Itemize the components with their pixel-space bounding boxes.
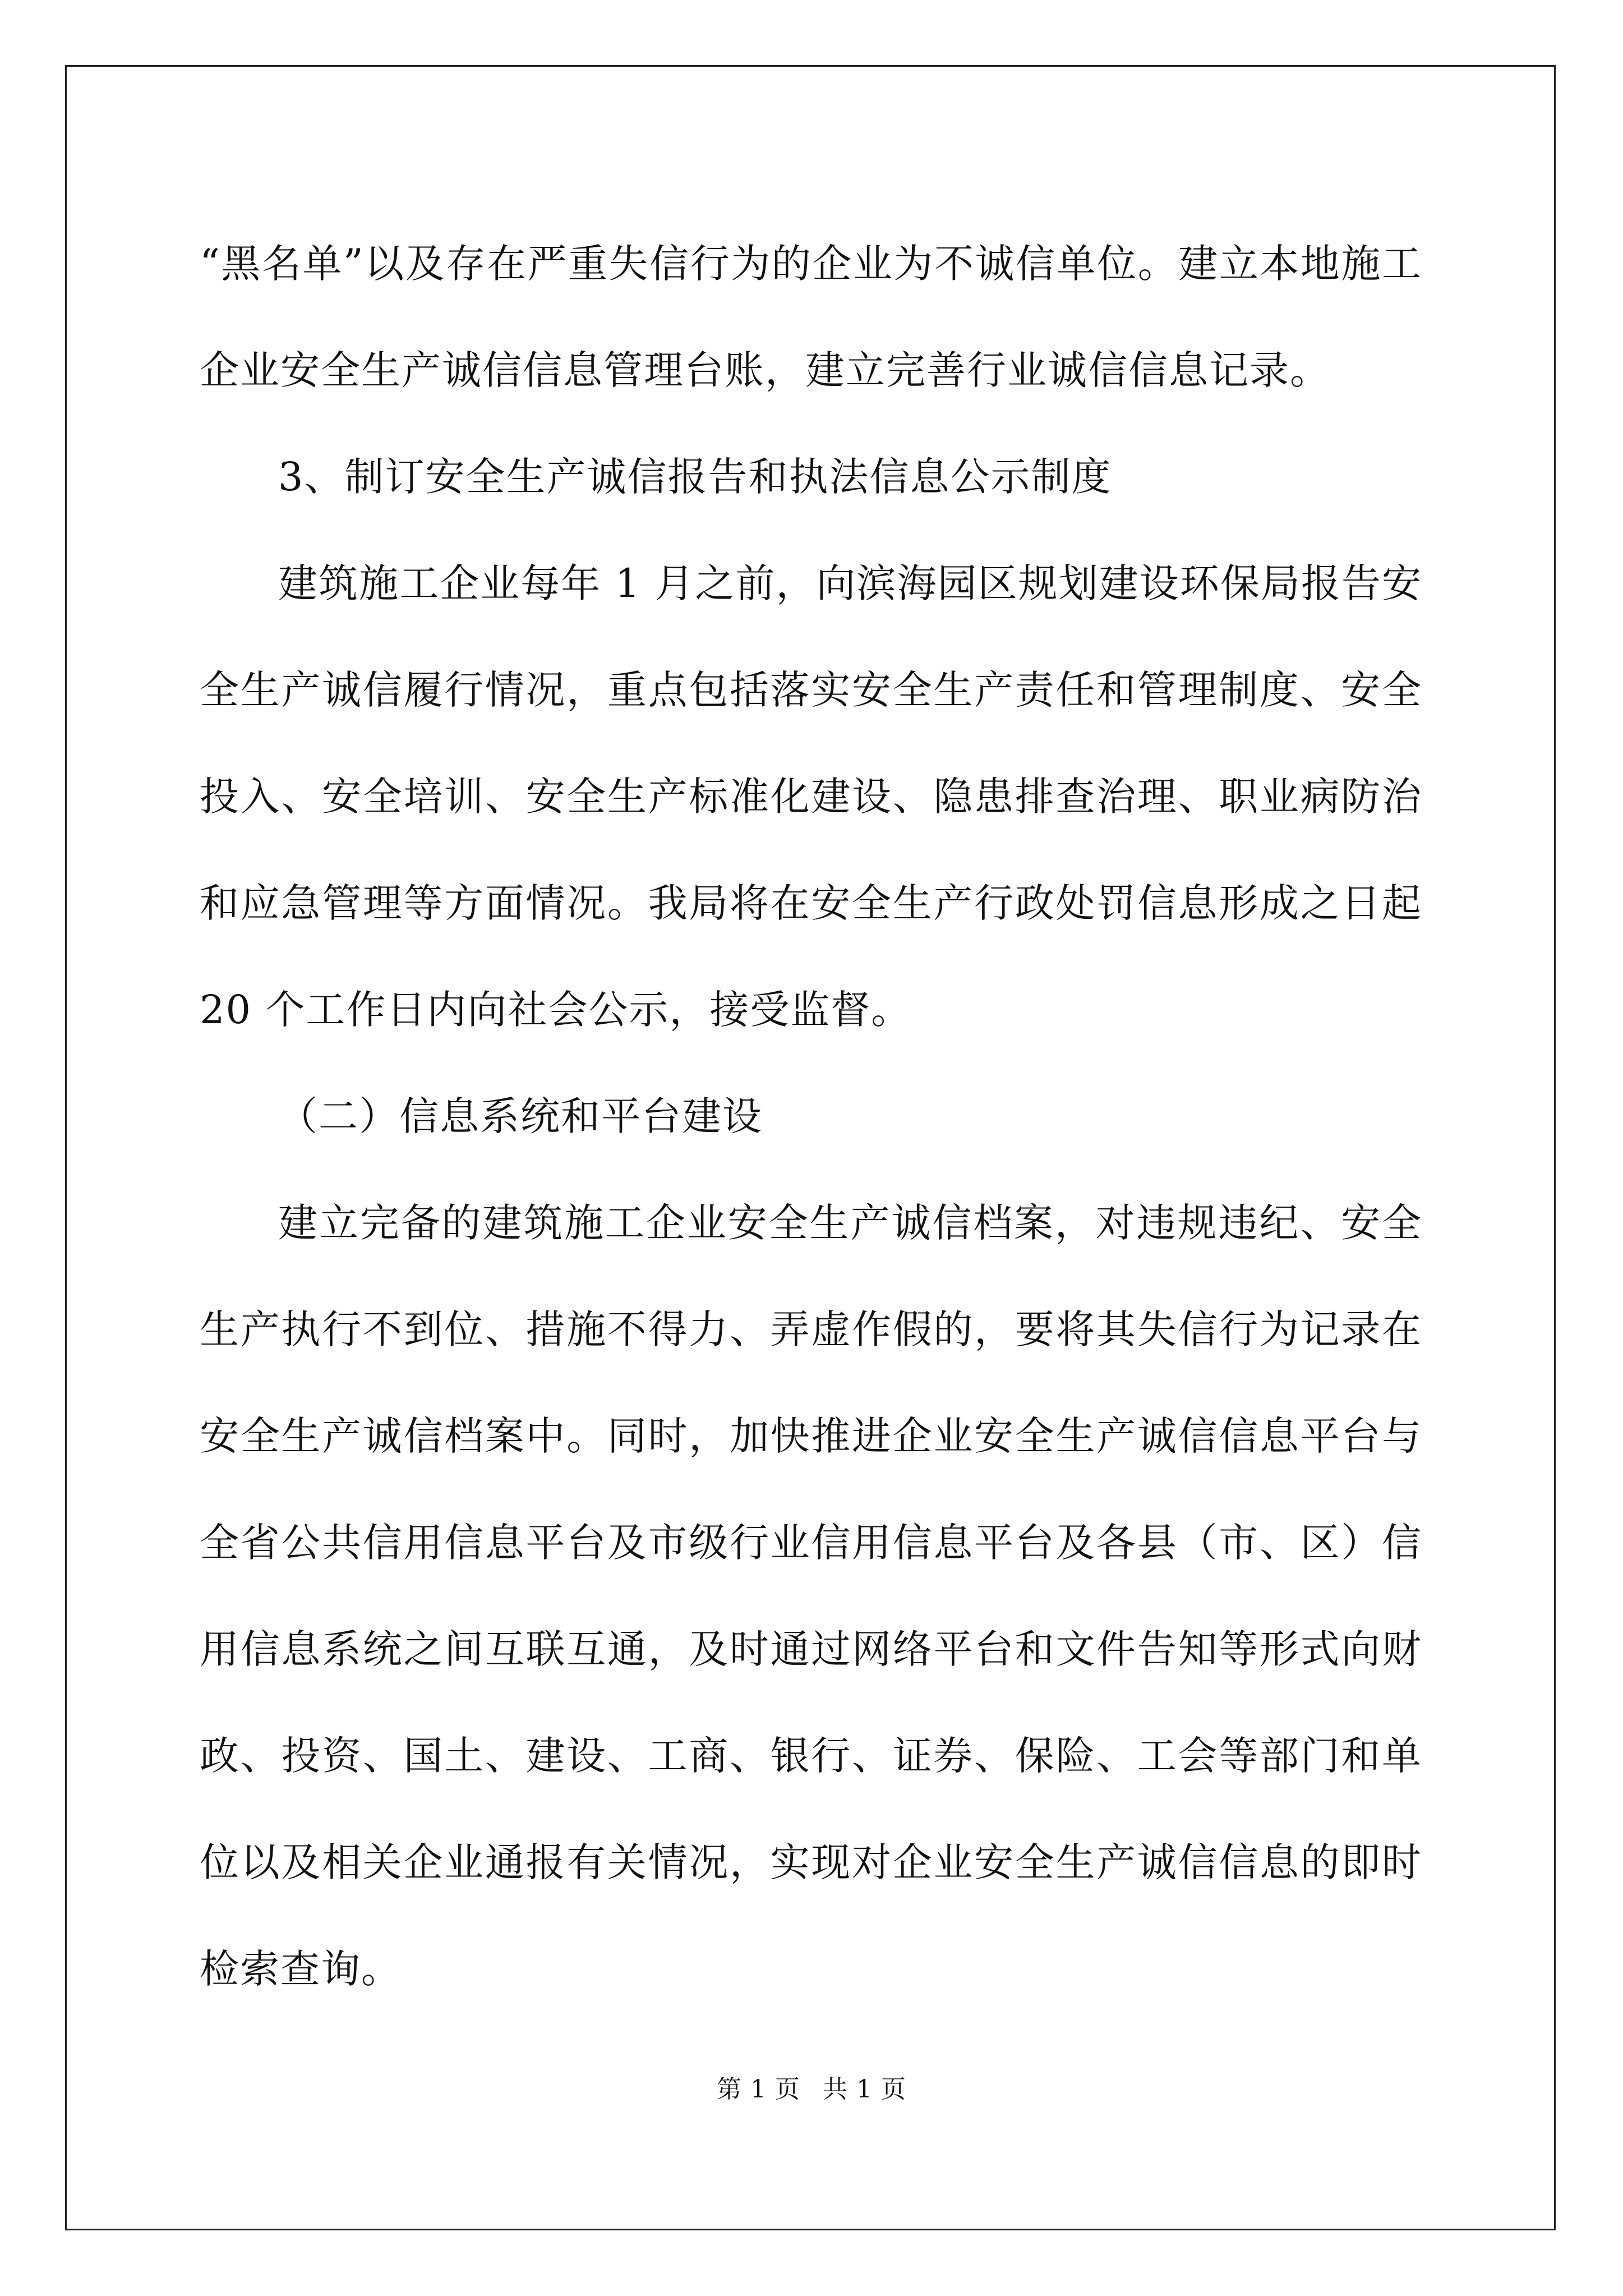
section-heading-2: （二）信息系统和平台建设 <box>278 1093 763 1139</box>
paragraph-report: 建筑施工企业每年 1 月之前，向滨海园区规划建设环保局报告安全生产诚信履行情况，重点包括落实安全生产责任和管理制度、安全投入、安全培训、安全生产标准化建设、隐患排查治理、职业病防治和应急管理等方面情况。我局将在安全生产行政处罚信息形成之日起 20 个工作日内向社会公示，接受监督。 <box>200 560 1422 1033</box>
document-body <box>200 210 1422 2022</box>
page-number-current: 第 1 页 <box>717 2075 800 2104</box>
page-number-total: 共 1 页 <box>823 2075 906 2104</box>
section-heading-3: 3、制订安全生产诚信报告和执法信息公示制度 <box>278 454 1112 500</box>
page-footer <box>0 2073 1623 2106</box>
paragraph-system: 建立完备的建筑施工企业安全生产诚信档案，对违规违纪、安全生产执行不到位、措施不得力、弄虚作假的，要将其失信行为记录在安全生产诚信档案中。同时，加快推进企业安全生产诚信信息平台与全省公共信用信息平台及市级行业信用信息平台及各县（市、区）信用信息系统之间互联互通，及时通过网络平台和文件告知等形式向财政、投资、国土、建设、工商、银行、证券、保险、工会等部门和单位以及相关企业通报有关情况，实现对企业安全生产诚信信息的即时检索查询。 <box>200 1200 1422 1992</box>
paragraph-blacklist: “黑名单”以及存在严重失信行为的企业为不诚信单位。建立本地施工企业安全生产诚信信息管理台账，建立完善行业诚信信息记录。 <box>200 241 1422 393</box>
